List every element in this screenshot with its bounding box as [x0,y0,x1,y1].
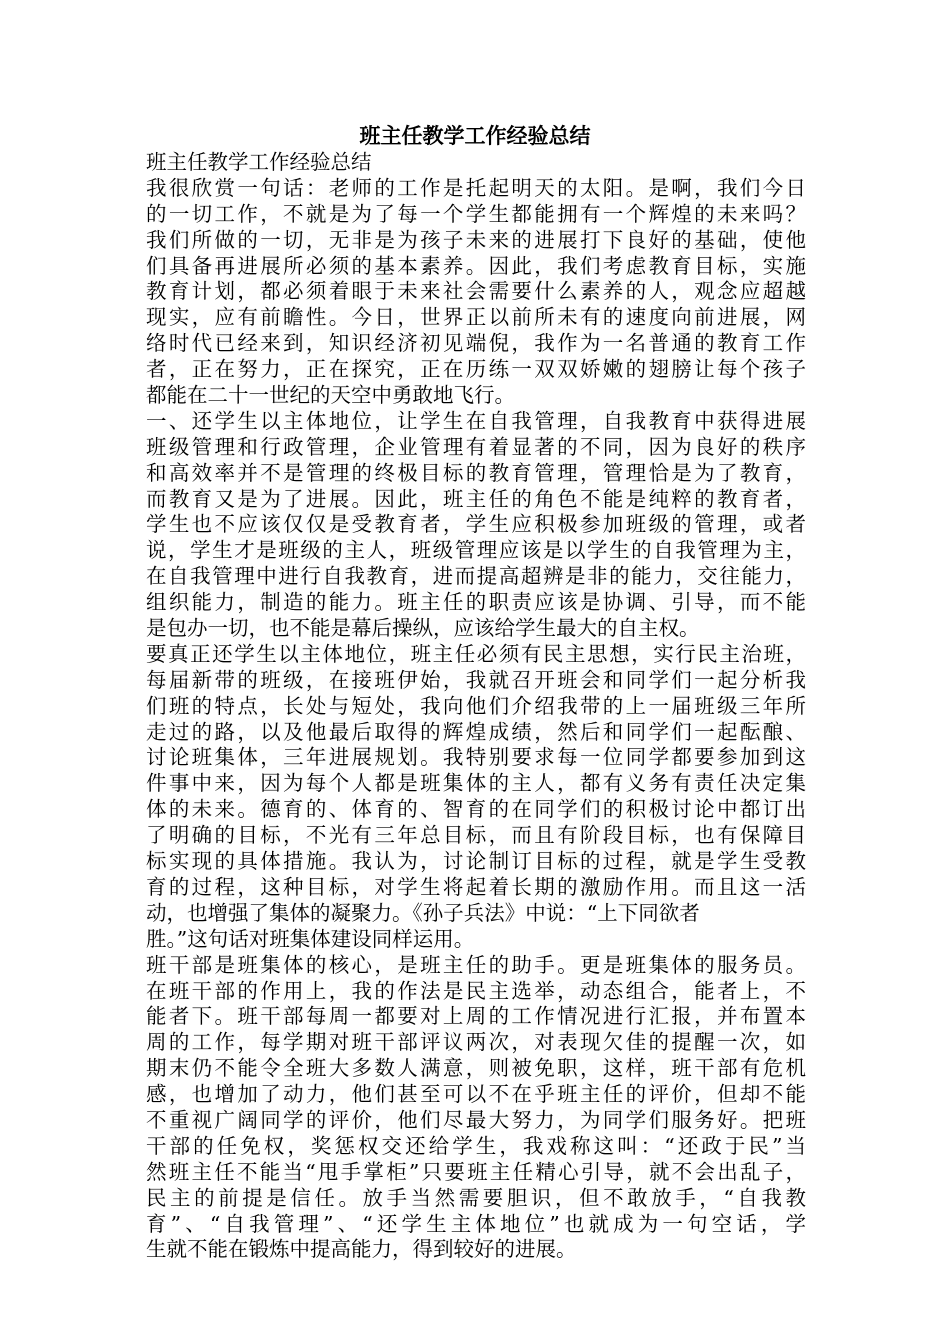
body-line: 者，正在努力，正在探究，正在历练一双双娇嫩的翅膀让每个孩子 [146,357,806,382]
body-line: 在班干部的作用上，我的作法是民主选举，动态组合，能者上，不 [146,978,806,1003]
body-line: 走过的路，以及他最后取得的辉煌成绩，然后和同学们一起酝酿、 [146,719,806,744]
body-line: 们班的特点，长处与短处，我向他们介绍我带的上一届班级三年所 [146,693,806,718]
body-line: 讨论班集体，三年进展规划。我特别要求每一位同学都要参加到这 [146,745,806,770]
body-line: 标实现的具体措施。我认为，讨论制订目标的过程，就是学生受教 [146,849,806,874]
body-line: 干部的任免权，奖惩权交还给学生，我戏称这叫：“还政于民”当 [146,1133,806,1158]
body-line: 说，学生才是班级的主人，班级管理应该是以学生的自我管理为主， [146,538,806,563]
body-line: 生就不能在锻炼中提高能力，得到较好的进展。 [146,1237,577,1262]
body-line: 都能在二十一世纪的天空中勇敢地飞行。 [146,383,515,408]
body-line: 育”、“自我管理”、“还学生主体地位”也就成为一句空话，学 [146,1211,806,1236]
body-line: 要真正还学生以主体地位，班主任必须有民主思想，实行民主治班， [146,641,806,666]
body-line: 民主的前提是信任。放手当然需要胆识，但不敢放手，“自我教 [146,1185,806,1210]
body-line: 班主任教学工作经验总结 [146,150,372,174]
body-line: 我很欣赏一句话：老师的工作是托起明天的太阳。是啊，我们今日 [146,175,806,200]
document-body [146,150,806,1263]
body-line: 们具备再进展所必须的基本素养。因此，我们考虑教育目标，实施 [146,253,806,278]
body-line: 体的未来。德育的、体育的、智育的在同学们的积极讨论中都订出 [146,797,806,822]
body-line: 件事中来，因为每个人都是班集体的主人，都有义务有责任决定集 [146,771,806,796]
body-line: 感，也增加了动力，他们甚至可以不在乎班主任的评价，但却不能 [146,1082,806,1107]
body-line: 教育计划，都必须着眼于未来社会需要什么素养的人，观念应超越 [146,279,806,304]
body-line: 然班主任不能当“甩手掌柜”只要班主任精心引导，就不会出乱子， [146,1159,806,1184]
body-line: 一、还学生以主体地位，让学生在自我管理，自我教育中获得进展 [146,408,806,433]
body-line: 组织能力，制造的能力。班主任的职责应该是协调、引导，而不能 [146,590,806,615]
body-line: 了明确的目标，不光有三年总目标，而且有阶段目标，也有保障目 [146,823,806,848]
body-line: 和高效率并不是管理的终极目标的教育管理，管理恰是为了教育， [146,460,806,485]
body-line: 学生也不应该仅仅是受教育者，学生应积极参加班级的管理，或者 [146,512,806,537]
body-line: 而教育又是为了进展。因此，班主任的角色不能是纯粹的教育者， [146,486,806,511]
body-line: 能者下。班干部每周一都要对上周的工作情况进行汇报，并布置本 [146,1004,806,1029]
body-line: 络时代已经来到，知识经济初见端倪，我作为一名普通的教育工作 [146,331,806,356]
body-line: 期末仍不能令全班大多数人满意，则被免职，这样，班干部有危机 [146,1056,806,1081]
body-line: 不重视广阔同学的评价，他们尽最大努力，为同学们服务好。把班 [146,1107,806,1132]
body-line: 班级管理和行政管理，企业管理有着显著的不同，因为良好的秩序 [146,434,806,459]
body-line: 每届新带的班级，在接班伊始，我就召开班会和同学们一起分析我 [146,667,806,692]
body-line: 我们所做的一切，无非是为孩子未来的进展打下良好的基础，使他 [146,227,806,252]
body-line: 育的过程，这种目标，对学生将起着长期的激励作用。而且这一活 [146,874,806,899]
body-line: 现实，应有前瞻性。今日，世界正以前所未有的速度向前进展，网 [146,305,806,330]
body-line: 的一切工作，不就是为了每一个学生都能拥有一个辉煌的未来吗？ [146,201,806,226]
body-line: 周的工作，每学期对班干部评议两次，对表现欠佳的提醒一次，如 [146,1030,806,1055]
body-line: 动，也增强了集体的凝聚力。《孙子兵法》中说：“上下同欲者 [146,900,700,925]
document-title: 班主任教学工作经验总结 [359,123,591,148]
body-line: 胜。”这句话对班集体建设同样运用。 [146,926,475,951]
body-line: 班干部是班集体的核心，是班主任的助手。更是班集体的服务员。 [146,952,806,977]
body-line: 在自我管理中进行自我教育，进而提高超辨是非的能力，交往能力， [146,564,806,589]
body-line: 是包办一切，也不能是幕后操纵，应该给学生最大的自主权。 [146,616,700,641]
